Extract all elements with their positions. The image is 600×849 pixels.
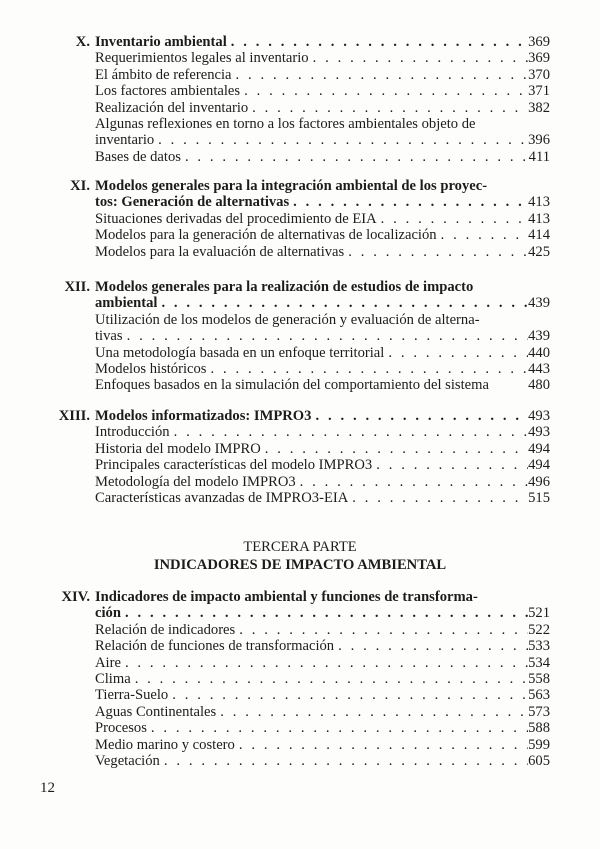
page-ref: 414 (528, 227, 550, 244)
entry-title: Modelos generales para la realización de estudios de impacto (95, 279, 474, 295)
toc-entry (40, 211, 550, 227)
page-number: 12 (40, 780, 55, 796)
toc-line (40, 605, 550, 621)
page-ref: 496 (528, 473, 550, 490)
toc-line (40, 457, 550, 473)
page-ref: 439 (528, 295, 550, 312)
page-ref: 493 (528, 424, 550, 441)
toc-entry (40, 474, 550, 490)
toc-line (40, 312, 550, 328)
toc-entry (40, 67, 550, 83)
entry-title: Relación de indicadores (95, 621, 236, 638)
toc-entry (40, 377, 550, 393)
entry-title: Historia del modelo IMPRO (95, 440, 261, 457)
dot-leader (123, 328, 528, 344)
page-ref: 494 (528, 440, 550, 457)
toc-entry (40, 244, 550, 260)
chapter-numeral: X. (75, 34, 90, 50)
entry-title: Situaciones derivadas del procedimiento de EIA (95, 210, 377, 227)
page-ref: 382 (528, 99, 550, 116)
dot-leader (289, 194, 528, 210)
dot-leader (489, 377, 528, 393)
dot-leader (131, 671, 528, 687)
toc-line (40, 178, 550, 194)
page-ref: 533 (528, 638, 550, 655)
toc-line (40, 116, 550, 132)
toc-line (40, 441, 550, 457)
entry-title: Clima (95, 670, 131, 687)
entry-title: El ámbito de referencia (95, 66, 232, 83)
toc-entry (40, 687, 550, 703)
toc-line (40, 34, 550, 50)
dot-leader (437, 227, 528, 243)
dot-leader (240, 83, 528, 99)
toc-line (40, 345, 550, 361)
toc-entry (40, 116, 550, 149)
toc-entry (40, 737, 550, 753)
chapter-heading (40, 34, 550, 50)
entry-title: Modelos para la generación de alternativas de localización (95, 227, 437, 244)
toc-chapter (40, 279, 550, 394)
dot-leader (181, 149, 528, 165)
entry-title: Utilización de los modelos de generación y evaluación de alterna- (95, 311, 480, 328)
page-ref: 515 (528, 489, 550, 506)
toc-line (40, 361, 550, 377)
dot-leader (261, 441, 528, 457)
page-ref: 413 (528, 210, 550, 227)
toc-line (40, 638, 550, 654)
entry-title: tos: Generación de alternativas (95, 194, 290, 211)
toc-line (40, 211, 550, 227)
toc-entry (40, 345, 550, 361)
page-ref: 371 (528, 83, 550, 100)
toc-entry (40, 100, 550, 116)
toc-line (40, 687, 550, 703)
entry-title: Aguas Continentales (95, 703, 217, 720)
dot-leader (170, 424, 528, 440)
entry-title: Indicadores de impacto ambiental y funciones de transforma- (95, 589, 478, 605)
entry-title: Modelos generales para la integración ambiental de los proyec- (95, 178, 488, 194)
part-title: INDICADORES DE IMPACTO AMBIENTAL (153, 557, 447, 573)
entry-title: Introducción (95, 424, 170, 441)
toc-line (40, 720, 550, 736)
toc-line (40, 50, 550, 66)
entry-title: Requerimientos legales al inventario (95, 50, 309, 67)
entry-title: Aire (95, 654, 121, 671)
toc-line (40, 227, 550, 243)
page-ref: 411 (528, 148, 550, 165)
dot-leader (154, 132, 528, 148)
entry-title: Principales características del modelo IMPRO3 (95, 457, 373, 474)
entry-title: ambiental (95, 295, 158, 312)
dot-leader (232, 67, 528, 83)
entry-title: Metodología del modelo IMPRO3 (95, 473, 296, 490)
toc-entry (40, 753, 550, 769)
toc-entry (40, 720, 550, 736)
page-ref: 440 (528, 344, 550, 361)
toc-entry (40, 441, 550, 457)
page-ref: 425 (528, 243, 550, 260)
toc-line (40, 408, 550, 424)
chapter-numeral: XI. (70, 178, 90, 194)
toc-entry (40, 83, 550, 99)
page-ref: 573 (528, 703, 550, 720)
page-ref: 599 (528, 736, 550, 753)
dot-leader (377, 211, 528, 227)
entry-title: Enfoques basados en la simulación del comportamiento del sistema (95, 377, 489, 394)
page-ref: 534 (528, 654, 550, 671)
toc-line (40, 474, 550, 490)
entry-title: Modelos históricos (95, 360, 207, 377)
toc-line (40, 279, 550, 295)
entry-title: Una metodología basada en un enfoque territorial (95, 344, 385, 361)
toc-entry (40, 361, 550, 377)
toc-entry (40, 50, 550, 66)
entry-title: Modelos para la evaluación de alternativas (95, 243, 345, 260)
entry-title: Medio marino y costero (95, 736, 235, 753)
page-ref: 558 (528, 670, 550, 687)
entry-title: Realización del inventario (95, 99, 249, 116)
dot-leader (227, 34, 528, 50)
dot-leader (296, 474, 528, 490)
toc-entry (40, 149, 550, 165)
page-ref: 521 (528, 605, 550, 622)
toc-entry (40, 638, 550, 654)
toc-line (40, 377, 550, 393)
toc-line (40, 83, 550, 99)
page-ref: 443 (528, 360, 550, 377)
toc-entry (40, 227, 550, 243)
page-ref: 522 (528, 621, 550, 638)
part-label: TERCERA PARTE (243, 539, 357, 555)
dot-leader (235, 737, 528, 753)
chapter-heading (40, 408, 550, 424)
entry-title: Procesos (95, 720, 147, 737)
toc-entry (40, 704, 550, 720)
toc-line (40, 655, 550, 671)
toc-chapter (40, 34, 550, 165)
toc-line (40, 295, 550, 311)
toc-line (40, 424, 550, 440)
dot-leader (309, 50, 528, 66)
chapter-numeral: XII. (64, 279, 90, 295)
toc-line (40, 149, 550, 165)
dot-leader (348, 490, 528, 506)
dot-leader (372, 457, 528, 473)
dot-leader (147, 720, 528, 736)
page-ref: 413 (528, 194, 550, 211)
page-ref: 439 (528, 328, 550, 345)
dot-leader (160, 753, 528, 769)
page-ref: 370 (528, 66, 550, 83)
toc-entry (40, 312, 550, 345)
toc-line (40, 100, 550, 116)
entry-title: ción (95, 605, 121, 622)
dot-leader (216, 704, 528, 720)
page-ref: 588 (528, 720, 550, 737)
toc-line (40, 328, 550, 344)
chapter-numeral: XIV. (61, 589, 90, 605)
entry-title: Bases de datos (95, 148, 181, 165)
toc-chapter (40, 178, 550, 260)
page-ref: 563 (528, 687, 550, 704)
entry-title: Inventario ambiental (95, 34, 227, 50)
chapter-heading (40, 279, 550, 312)
page-ref: 369 (528, 50, 550, 67)
dot-leader (206, 361, 528, 377)
dot-leader (235, 622, 528, 638)
page-ref: 369 (528, 34, 550, 50)
toc-line (40, 194, 550, 210)
toc-line (40, 132, 550, 148)
entry-title: Modelos informatizados: IMPRO3 (95, 408, 312, 424)
dot-leader (157, 295, 528, 311)
entry-title: inventario (95, 132, 155, 149)
chapter-heading (40, 178, 550, 211)
dot-leader (334, 638, 528, 654)
toc-chapter (40, 589, 550, 769)
page-ref: 605 (528, 752, 550, 769)
toc-entry (40, 490, 550, 506)
entry-title: Los factores ambientales (95, 83, 241, 100)
toc-line (40, 622, 550, 638)
entry-title: Relación de funciones de transformación (95, 638, 335, 655)
dot-leader (121, 655, 528, 671)
toc-line (40, 671, 550, 687)
toc-entry (40, 457, 550, 473)
toc-line (40, 490, 550, 506)
toc-line (40, 244, 550, 260)
toc-line (40, 67, 550, 83)
dot-leader (248, 100, 528, 116)
page-ref: 494 (528, 457, 550, 474)
entry-title: Vegetación (95, 752, 160, 769)
toc-entry (40, 655, 550, 671)
dot-leader (121, 605, 528, 621)
page-ref: 480 (528, 377, 550, 394)
entry-title: Tierra-Suelo (95, 687, 169, 704)
dot-leader (168, 687, 528, 703)
toc-line (40, 737, 550, 753)
dot-leader (384, 345, 528, 361)
chapter-heading (40, 589, 550, 622)
toc-line (40, 704, 550, 720)
entry-title: tivas (95, 328, 123, 345)
entry-title: Características avanzadas de IMPRO3-EIA (95, 489, 349, 506)
page-ref: 493 (528, 408, 550, 424)
toc-entry (40, 671, 550, 687)
toc-entry (40, 424, 550, 440)
toc-chapter (40, 408, 550, 506)
toc-entry (40, 622, 550, 638)
dot-leader (344, 244, 528, 260)
dot-leader (311, 408, 528, 424)
toc-line (40, 753, 550, 769)
entry-title: Algunas reflexiones en torno a los factores ambientales objeto de (95, 115, 476, 132)
chapter-numeral: XIII. (58, 408, 90, 424)
page-ref: 396 (528, 132, 550, 149)
toc-line (40, 589, 550, 605)
